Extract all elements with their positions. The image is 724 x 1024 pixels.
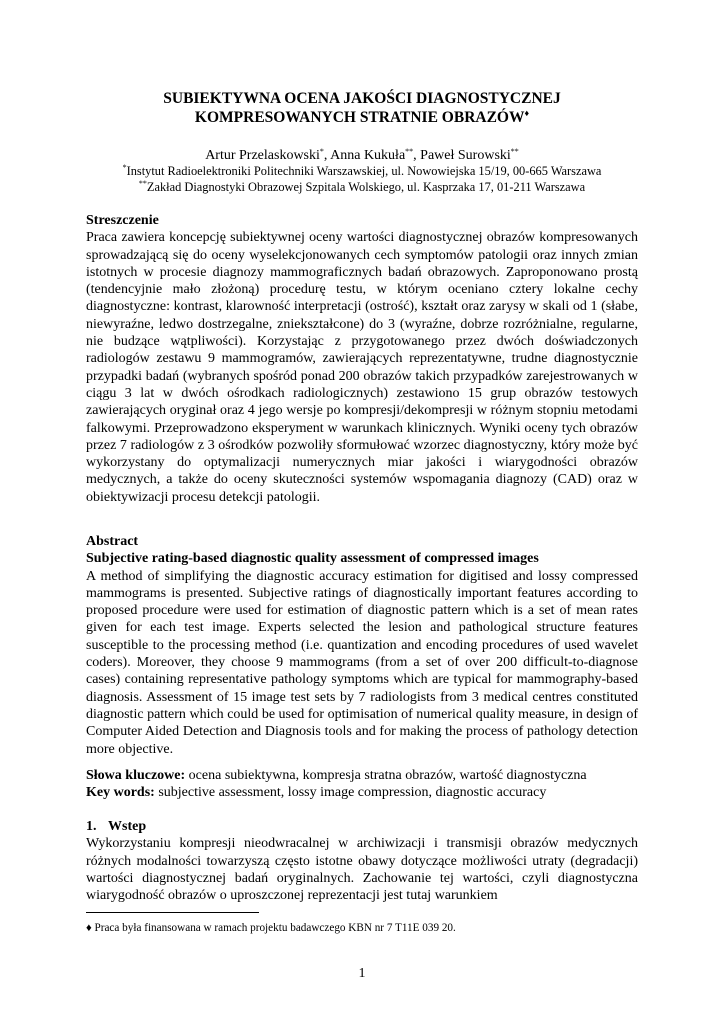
intro-text: Wykorzystaniu kompresji nieodwracalnej w archiwizacji i transmisji obrazów medycznych różnych modalności towarzyszą często istotne obawy dotyczące możliwości utraty (degradacji) wartości diagnostycznej badań oryginalnych. Zachowanie tej wartości, czyli diagnostyczna wiarygodność obrazów o uproszczonej reprezentacji jest tutaj warunkiem xyxy=(86,836,638,904)
author-name: Paweł Surowski xyxy=(420,148,511,163)
footnote-text: Praca była finansowana w ramach projektu badawczego KBN nr 7 T11E 039 20. xyxy=(91,922,456,934)
intro-section xyxy=(86,818,638,904)
intro-number: 1. xyxy=(86,819,97,834)
intro-heading xyxy=(86,818,638,835)
streszczenie-heading: Streszczenie xyxy=(86,213,159,228)
abstract-heading: Abstract xyxy=(86,534,139,549)
author-mark: * xyxy=(319,147,324,156)
affiliation-mark: * xyxy=(122,163,127,172)
title-footnote-mark: ♦ xyxy=(524,108,530,118)
abstract-text: A method of simplifying the diagnostic accuracy estimation for digitised and lossy compressed mammograms is presented. Subjective ratings of diagnostically important features according to proposed procedure were used for estimation of diagnostic pattern which is a set of mean rates given for each test image. Experts selected the lesion and pathological structure features susceptible to the processing method (i.e. quantization and encoding procedures of used wavelet coders). Moreover, they choose 9 mammograms (from a set of over 200 difficult-to-diagnose cases) containing representative pathology symptoms which are typical for mammography-based diagnosis. Assessment of 15 image test sets by 7 radiologists from 3 medical centres constituted diagnostic pattern which could be used for optimisation of numerical quality measure, in design of Computer Aided Detection and Diagnosis tools and for making the process of pathology detection more objective. xyxy=(86,568,638,757)
affiliation-text: Zakład Diagnostyki Obrazowej Szpitala Wolskiego, ul. Kasprzaka 17, 01-211 Warszawa xyxy=(146,180,586,194)
footnote xyxy=(86,921,638,935)
footnote-divider xyxy=(86,912,259,913)
author-mark: ** xyxy=(405,147,414,156)
authors-line: Artur Przelaskowski*, Anna Kukuła**, Paweł Surowski** xyxy=(205,147,519,163)
abstract-subheading: Subjective rating-based diagnostic quality assessment of compressed images xyxy=(86,551,539,567)
keywords-en-label: Key words: xyxy=(86,785,155,800)
keywords-en-text: subjective assessment, lossy image compression, diagnostic accuracy xyxy=(154,785,547,800)
keywords-en xyxy=(86,784,638,801)
title-line-2-text: KOMPRESOWANYCH STRATNIE OBRAZÓW xyxy=(194,109,525,126)
affiliation-2 xyxy=(86,179,638,195)
keywords-pl-text: ocena subiektywna, kompresja stratna obrazów, wartość diagnostyczna xyxy=(185,768,587,783)
author-name: Anna Kukuła xyxy=(330,148,406,163)
affiliation-mark: ** xyxy=(138,179,147,188)
streszczenie-text: Praca zawiera koncepcję subiektywnej oceny wartości diagnostycznej obrazów kompresowanych sprowadzającą się do oceny wyselekcjonowanych cech symptomów patologii oraz innych zmian istotnych w procesie diagnozy mammograficznych badań obrazowych. Zaproponowano prostą (tendencyjnie mało złożoną) procedurę testu, w którym oceniano cztery lokalne cechy diagnostyczne: kontrast, klarowność interpretacji (ostrość), kształt oraz zarysy w skali od 1 (słabe, niewyraźne, ledwo dostrzegalne, zniekształcone) do 3 (wyraźne, dobrze rozróżnialne, regularne, nie budzące wątpliwości). Korzystając z przygotowanego przez dwóch doświadczonych radiologów zestawu 9 mammogramów, zawierających reprezentatywne, trudne diagnostycznie przypadki badań (wybranych spośród ponad 200 obrazów takich przypadków zarejestrowanych w ciągu 3 lat w dwóch ośrodkach radiologicznych) zestawiono 15 grup obrazów testowych zawierających oryginał oraz 4 jego wersje po kompresji/dekompresji w różnym stopniu metodami falkowymi. Przeprowadzono eksperyment w warunkach klinicznych. Wyniki oceny tych obrazów przez 7 radiologów z 3 ośrodków pozwoliły sformułować wzorzec diagnostyczny, który może być wykorzystany do optymalizacji numerycznych miar jakości i wiarygodności obrazów medycznych, a także do oceny skuteczności systemów wspomagania diagnozy (CAD) oraz w obiektywizacji procesu detekcji patologii. xyxy=(86,230,638,505)
keywords-pl-label: Słowa kluczowe: xyxy=(86,768,186,783)
footnote-mark: ♦ xyxy=(86,922,92,934)
title-line-1: SUBIEKTYWNA OCENA JAKOŚCI DIAGNOSTYCZNEJ xyxy=(163,90,561,107)
keywords-pl xyxy=(86,767,638,784)
abstract-section xyxy=(86,533,638,758)
intro-heading-text: Wstep xyxy=(108,819,147,834)
title-line-2 xyxy=(86,108,638,127)
author-name: Artur Przelaskowski xyxy=(205,148,320,163)
author-mark: ** xyxy=(510,147,519,156)
affiliation-1 xyxy=(86,163,638,179)
affiliation-text: Instytut Radioelektroniki Politechniki Warszawskiej, ul. Nowowiejska 15/19, 00-665 Warszawa xyxy=(126,164,602,178)
keywords-block xyxy=(86,767,638,801)
page-number: 1 xyxy=(358,966,366,981)
streszczenie-section xyxy=(86,212,638,506)
